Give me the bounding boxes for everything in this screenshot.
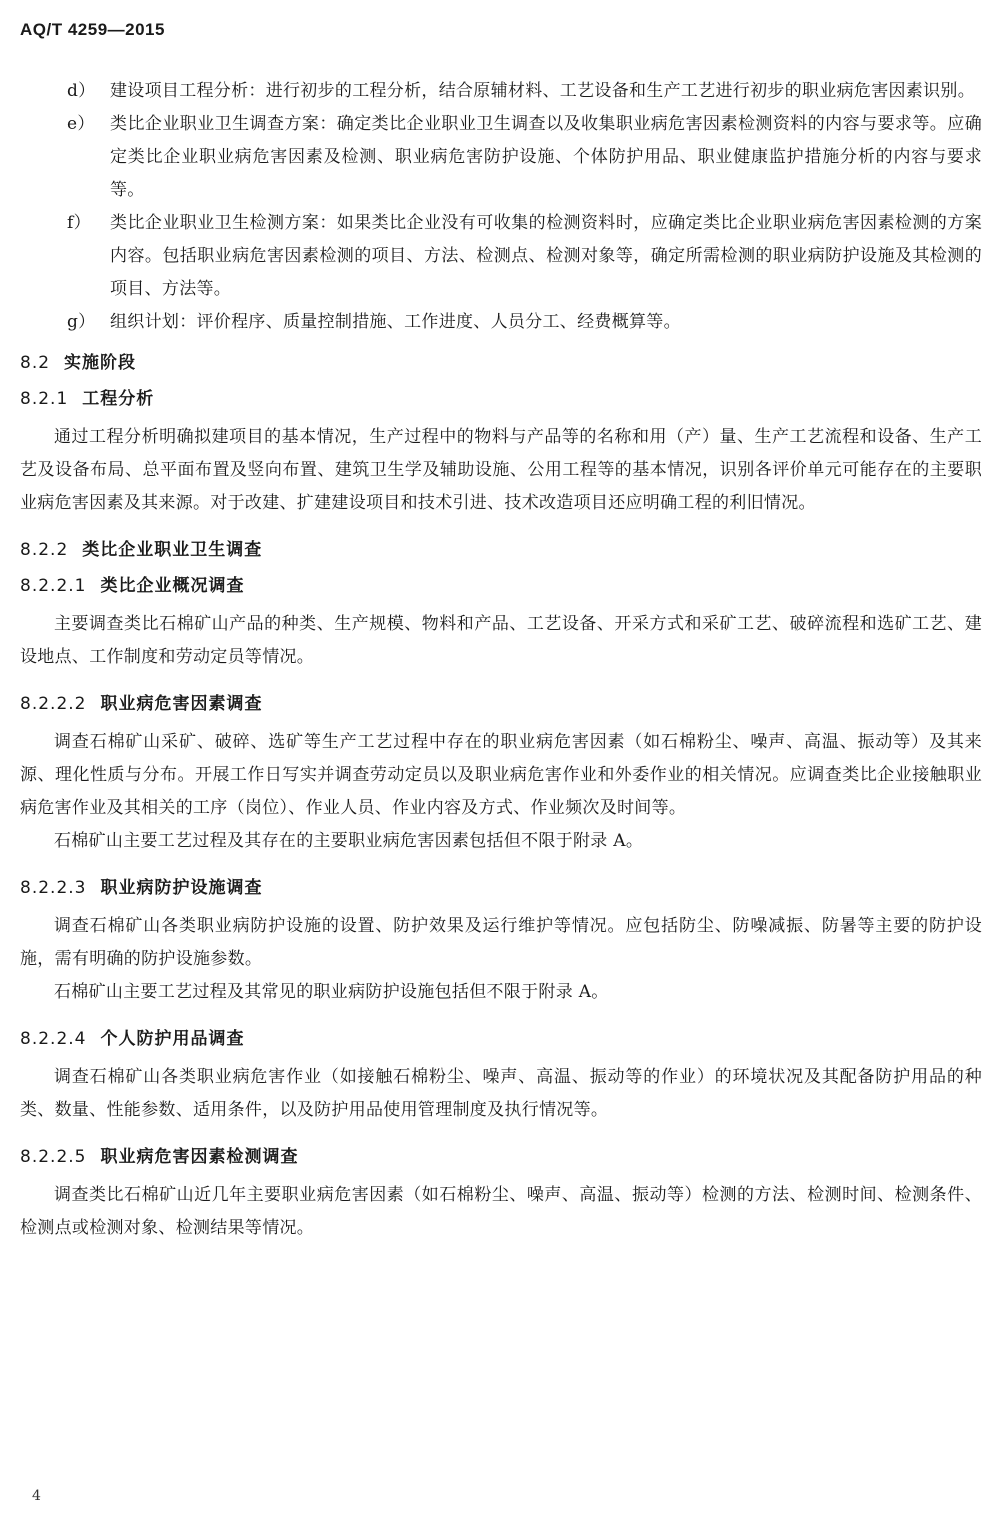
section-heading — [20, 387, 982, 411]
sections — [20, 351, 982, 1251]
section-title: 个人防护用品调查 — [100, 1029, 245, 1049]
list-item — [20, 75, 982, 108]
list-item-marker: d） — [67, 81, 96, 101]
section-paragraph: 通过工程分析明确拟建项目的基本情况，生产过程中的物料与产品等的名称和用（产）量、生产工艺流程和设备、生产工艺及设备布局、总平面布置及竖向布置、建筑卫生学及辅助设施、公用工程等的基本情况，识别各评价单元可能存在的主要职业病危害因素及其来源。对于改建、扩建建设项目和技术引进、技术改造项目还应明确工程的利旧情况。 — [20, 427, 982, 513]
section-spacer — [20, 1009, 982, 1015]
section-title: 类比企业概况调查 — [100, 576, 245, 596]
section-spacer — [20, 858, 982, 864]
section-paragraph: 主要调查类比石棉矿山产品的种类、生产规模、物料和产品、工艺设备、开采方式和采矿工艺、破碎流程和选矿工艺、建设地点、工作制度和劳动定员等情况。 — [20, 614, 982, 667]
section-spacer — [20, 1245, 982, 1251]
list-item-text: 组织计划：评价程序、质量控制措施、工作进度、人员分工、经费概算等。 — [110, 312, 681, 332]
section-number: 8.2 — [20, 353, 51, 373]
document-code: AQ/T 4259—2015 — [20, 20, 165, 39]
list-item-text: 类比企业职业卫生检测方案：如果类比企业没有可收集的检测资料时，应确定类比企业职业病危害因素检测的方案内容。包括职业病危害因素检测的项目、方法、检测点、检测对象等，确定所需检测的职业病防护设施及其检测的项目、方法等。 — [110, 213, 982, 299]
section-title: 职业病危害因素调查 — [100, 694, 263, 714]
section-paragraph: 石棉矿山主要工艺过程及其常见的职业病防护设施包括但不限于附录 A。 — [54, 982, 609, 1002]
section-paragraph: 调查石棉矿山采矿、破碎、选矿等生产工艺过程中存在的职业病危害因素（如石棉粉尘、噪声、高温、振动等）及其来源、理化性质与分布。开展工作日写实并调查劳动定员以及职业病危害作业和外委作业的相关情况。应调查类比企业接触职业病危害作业及其相关的工序（岗位）、作业人员、作业内容及方式、作业频次及时间等。 — [20, 732, 982, 818]
section-title: 工程分析 — [82, 389, 155, 409]
section-number: 8.2.2.2 — [20, 694, 87, 714]
list-item — [20, 108, 982, 207]
list-item-marker: e） — [67, 114, 95, 134]
document-body — [20, 75, 982, 1251]
list-item-marker: f） — [67, 213, 91, 233]
section-title: 职业病危害因素检测调查 — [100, 1147, 299, 1167]
section-paragraph: 石棉矿山主要工艺过程及其存在的主要职业病危害因素包括但不限于附录 A。 — [54, 831, 644, 851]
section-spacer — [20, 674, 982, 680]
section-number: 8.2.2.5 — [20, 1147, 87, 1167]
section-heading — [20, 1145, 982, 1169]
list-item-text: 类比企业职业卫生调查方案：确定类比企业职业卫生调查以及收集职业病危害因素检测资料的内容与要求等。应确定类比企业职业病危害因素及检测、职业病危害防护设施、个体防护用品、职业健康监护措施分析的内容与要求等。 — [110, 114, 982, 200]
section-title: 类比企业职业卫生调查 — [82, 540, 263, 560]
section-heading — [20, 574, 982, 598]
section-heading — [20, 1027, 982, 1051]
section-title: 职业病防护设施调查 — [100, 878, 263, 898]
section-spacer — [20, 520, 982, 526]
section-heading — [20, 538, 982, 562]
list-item — [20, 306, 982, 339]
section-heading — [20, 876, 982, 900]
page-number: 4 — [32, 1488, 41, 1504]
section-title: 实施阶段 — [64, 353, 137, 373]
section-number: 8.2.2.3 — [20, 878, 87, 898]
section-heading — [20, 351, 982, 375]
section-number: 8.2.2.1 — [20, 576, 87, 596]
section-number: 8.2.2.4 — [20, 1029, 87, 1049]
list-item-text: 建设项目工程分析：进行初步的工程分析，结合原辅材料、工艺设备和生产工艺进行初步的职业病危害因素识别。 — [110, 81, 975, 101]
list-items — [20, 75, 982, 339]
section-paragraph: 调查石棉矿山各类职业病防护设施的设置、防护效果及运行维护等情况。应包括防尘、防噪减振、防暑等主要的防护设施，需有明确的防护设施参数。 — [20, 916, 982, 969]
section-paragraph: 调查石棉矿山各类职业病危害作业（如接触石棉粉尘、噪声、高温、振动等的作业）的环境状况及其配备防护用品的种类、数量、性能参数、适用条件，以及防护用品使用管理制度及执行情况等。 — [20, 1067, 982, 1120]
list-item — [20, 207, 982, 306]
section-spacer — [20, 1127, 982, 1133]
section-heading — [20, 692, 982, 716]
list-item-marker: g） — [67, 312, 96, 332]
section-number: 8.2.2 — [20, 540, 69, 560]
section-number: 8.2.1 — [20, 389, 69, 409]
section-paragraph: 调查类比石棉矿山近几年主要职业病危害因素（如石棉粉尘、噪声、高温、振动等）检测的方法、检测时间、检测条件、检测点或检测对象、检测结果等情况。 — [20, 1185, 982, 1238]
